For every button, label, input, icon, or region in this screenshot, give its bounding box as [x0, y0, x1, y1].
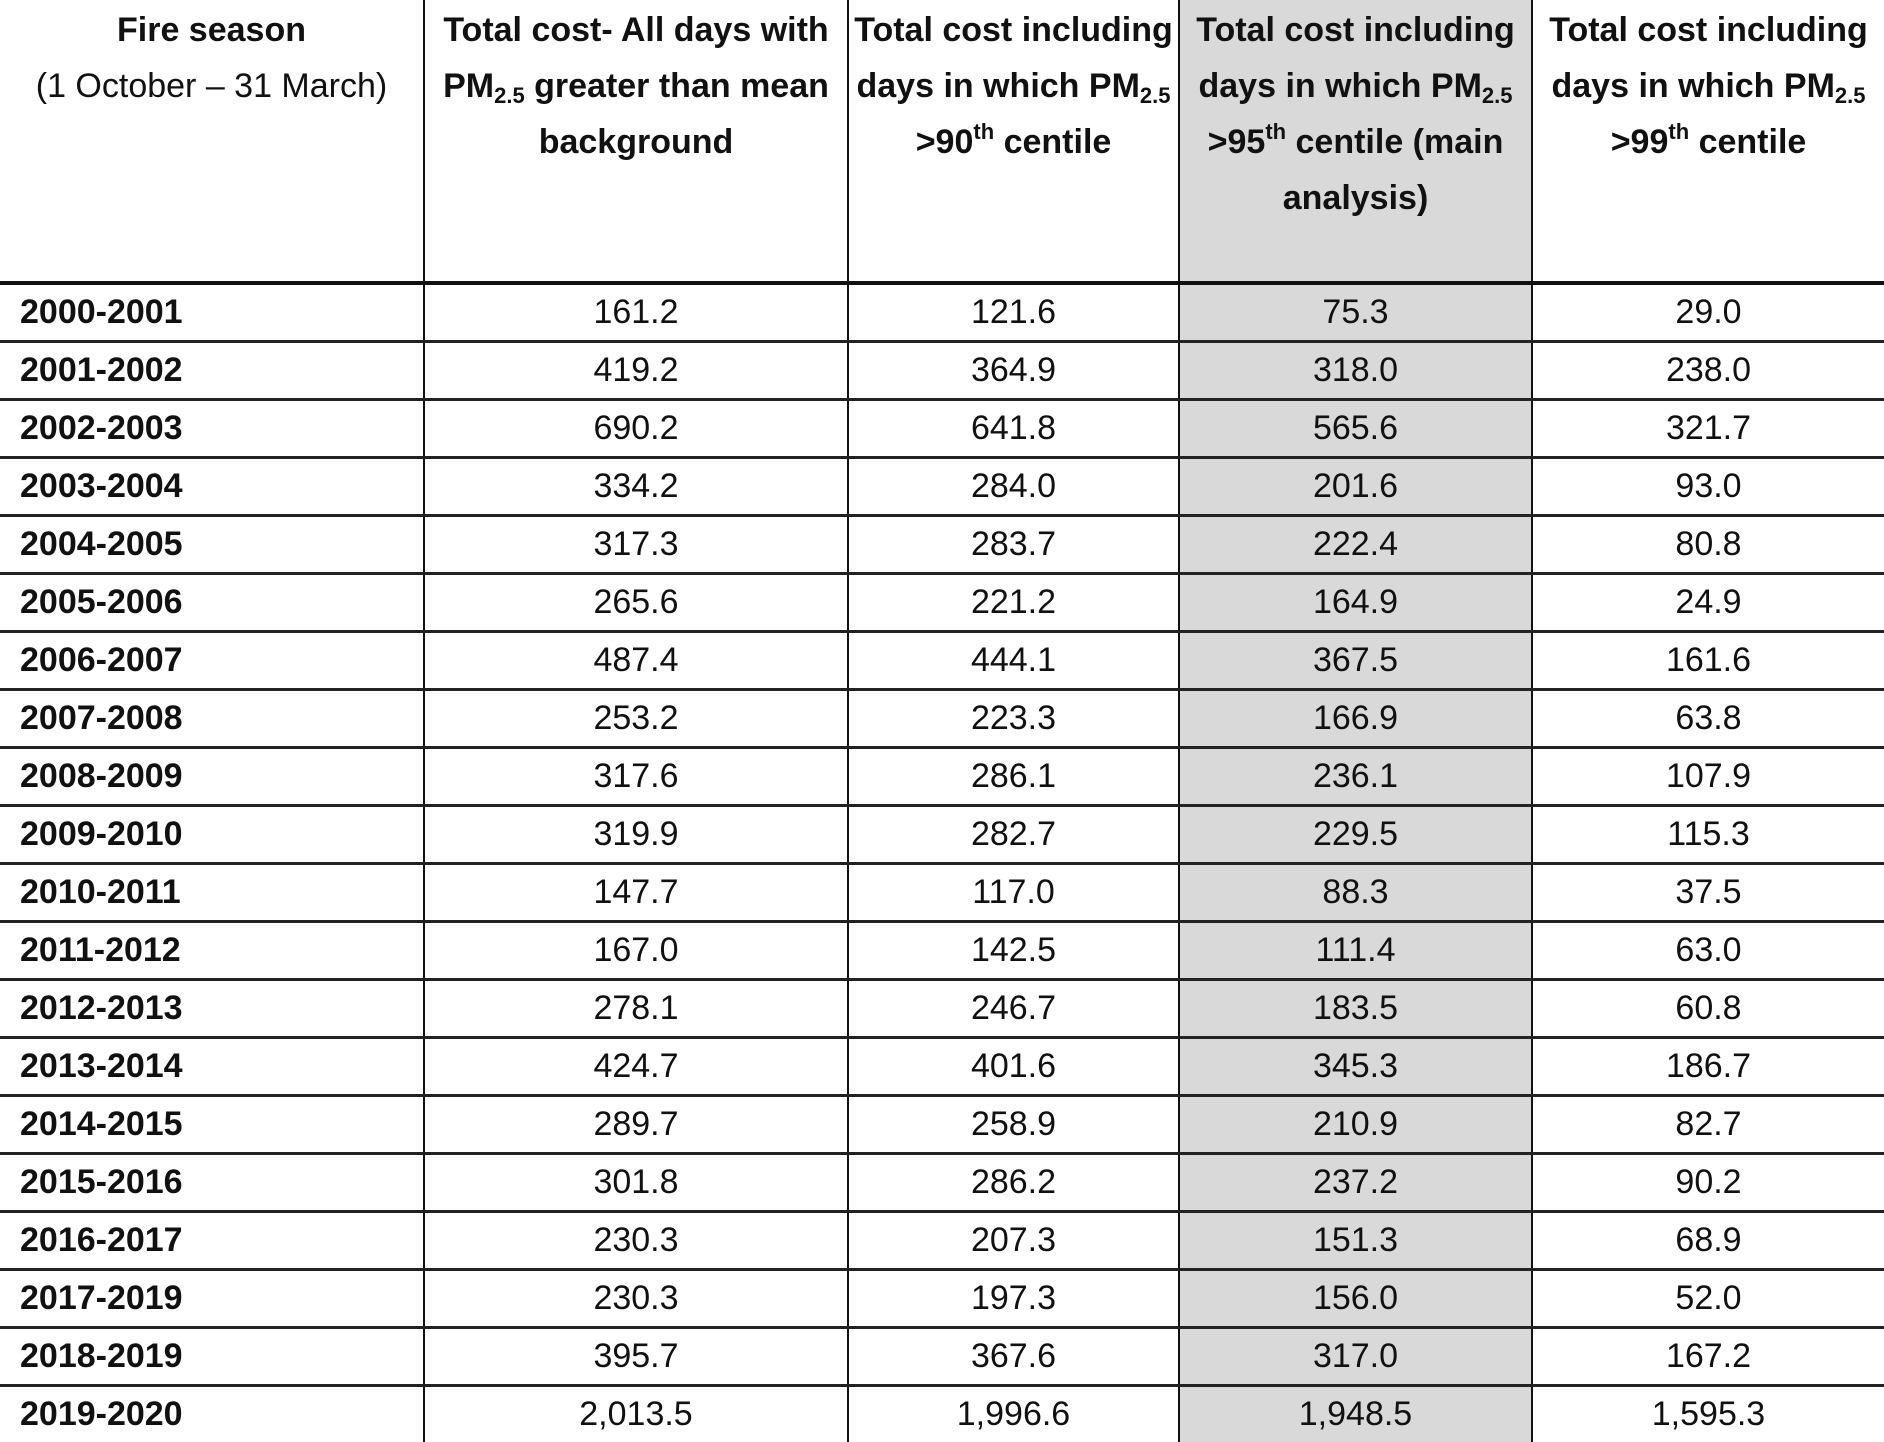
- fire-season-cell: 2018-2019: [0, 1328, 424, 1386]
- p90-cell: 142.5: [848, 922, 1179, 980]
- p90-cell: 197.3: [848, 1270, 1179, 1328]
- p99-cell: 161.6: [1532, 632, 1884, 690]
- p95-cell: 156.0: [1179, 1270, 1532, 1328]
- p95-cell: 151.3: [1179, 1212, 1532, 1270]
- all-days-cell: 265.6: [424, 574, 848, 632]
- p95-cell: 111.4: [1179, 922, 1532, 980]
- fire-season-cell: 2008-2009: [0, 748, 424, 806]
- p90-cell: 207.3: [848, 1212, 1179, 1270]
- p99-cell: 29.0: [1532, 283, 1884, 342]
- p90-cell: 286.2: [848, 1154, 1179, 1212]
- fire-season-cell: 2005-2006: [0, 574, 424, 632]
- p95-cell: 166.9: [1179, 690, 1532, 748]
- fire-season-cell: 2003-2004: [0, 458, 424, 516]
- p99-cell: 186.7: [1532, 1038, 1884, 1096]
- all-days-cell: 690.2: [424, 400, 848, 458]
- p95-cell: 1,948.5: [1179, 1386, 1532, 1442]
- table-row: [0, 806, 1884, 864]
- p99-cell: 321.7: [1532, 400, 1884, 458]
- p90-cell: 117.0: [848, 864, 1179, 922]
- fire-season-cell: 2013-2014: [0, 1038, 424, 1096]
- p95-cell: 88.3: [1179, 864, 1532, 922]
- fire-season-cell: 2015-2016: [0, 1154, 424, 1212]
- table-row: [0, 922, 1884, 980]
- table-row: [0, 1386, 1884, 1442]
- all-days-cell: 319.9: [424, 806, 848, 864]
- p90-cell: 1,996.6: [848, 1386, 1179, 1442]
- all-days-cell: 317.6: [424, 748, 848, 806]
- p99-cell: 63.0: [1532, 922, 1884, 980]
- p90-cell: 283.7: [848, 516, 1179, 574]
- p90-cell: 367.6: [848, 1328, 1179, 1386]
- header-row: [0, 0, 1884, 283]
- p99-cell: 63.8: [1532, 690, 1884, 748]
- p99-cell: 24.9: [1532, 574, 1884, 632]
- p99-cell: 238.0: [1532, 342, 1884, 400]
- all-days-cell: 253.2: [424, 690, 848, 748]
- p95-cell: 210.9: [1179, 1096, 1532, 1154]
- all-days-cell: 487.4: [424, 632, 848, 690]
- table-row: [0, 1038, 1884, 1096]
- p95-cell: 201.6: [1179, 458, 1532, 516]
- fire-season-cell: 2009-2010: [0, 806, 424, 864]
- table-row: [0, 748, 1884, 806]
- table-row: [0, 516, 1884, 574]
- table-row: [0, 864, 1884, 922]
- all-days-cell: 2,013.5: [424, 1386, 848, 1442]
- table-row: [0, 458, 1884, 516]
- p95-cell: 164.9: [1179, 574, 1532, 632]
- p99-cell: 167.2: [1532, 1328, 1884, 1386]
- fire-season-cell: 2010-2011: [0, 864, 424, 922]
- p95-cell: 236.1: [1179, 748, 1532, 806]
- header-99th-centile: Total cost including days in which $PM_{2.5} >99th$ centile: [1532, 0, 1884, 283]
- p99-cell: 93.0: [1532, 458, 1884, 516]
- p95-cell: 222.4: [1179, 516, 1532, 574]
- p99-cell: 68.9: [1532, 1212, 1884, 1270]
- table-row: [0, 1154, 1884, 1212]
- p95-cell: 565.6: [1179, 400, 1532, 458]
- table-row: [0, 690, 1884, 748]
- fire-season-cell: 2017-2019: [0, 1270, 424, 1328]
- p95-cell: 229.5: [1179, 806, 1532, 864]
- fire-season-cell: 2002-2003: [0, 400, 424, 458]
- p99-cell: 1,595.3: [1532, 1386, 1884, 1442]
- all-days-cell: 301.8: [424, 1154, 848, 1212]
- fire-season-cell: 2007-2008: [0, 690, 424, 748]
- all-days-cell: 419.2: [424, 342, 848, 400]
- p99-cell: 82.7: [1532, 1096, 1884, 1154]
- p90-cell: 282.7: [848, 806, 1179, 864]
- table-row: [0, 1328, 1884, 1386]
- p90-cell: 284.0: [848, 458, 1179, 516]
- fire-season-cell: 2016-2017: [0, 1212, 424, 1270]
- p99-cell: 115.3: [1532, 806, 1884, 864]
- p99-cell: 107.9: [1532, 748, 1884, 806]
- table-row: [0, 1270, 1884, 1328]
- header-fire-season: Fire season (1 October – 31 March): [0, 0, 424, 283]
- p95-cell: 367.5: [1179, 632, 1532, 690]
- fire-season-cell: 2014-2015: [0, 1096, 424, 1154]
- all-days-cell: 278.1: [424, 980, 848, 1038]
- fire-season-cell: 2004-2005: [0, 516, 424, 574]
- header-all-days: Total cost- All days with $PM_{2.5}$ greater than mean background: [424, 0, 848, 283]
- all-days-cell: 289.7: [424, 1096, 848, 1154]
- all-days-cell: 230.3: [424, 1270, 848, 1328]
- fire-season-cell: 2011-2012: [0, 922, 424, 980]
- p90-cell: 246.7: [848, 980, 1179, 1038]
- fire-season-cell: 2012-2013: [0, 980, 424, 1038]
- all-days-cell: 317.3: [424, 516, 848, 574]
- table-row: [0, 342, 1884, 400]
- table-row: [0, 632, 1884, 690]
- p90-cell: 641.8: [848, 400, 1179, 458]
- all-days-cell: 334.2: [424, 458, 848, 516]
- p90-cell: 223.3: [848, 690, 1179, 748]
- p99-cell: 80.8: [1532, 516, 1884, 574]
- p99-cell: 37.5: [1532, 864, 1884, 922]
- table-row: [0, 400, 1884, 458]
- fire-season-cell: 2006-2007: [0, 632, 424, 690]
- all-days-cell: 395.7: [424, 1328, 848, 1386]
- p90-cell: 444.1: [848, 632, 1179, 690]
- fire-season-cell: 2019-2020: [0, 1386, 424, 1442]
- p90-cell: 258.9: [848, 1096, 1179, 1154]
- p90-cell: 286.1: [848, 748, 1179, 806]
- p90-cell: 401.6: [848, 1038, 1179, 1096]
- fire-season-cell: 2001-2002: [0, 342, 424, 400]
- p95-cell: 317.0: [1179, 1328, 1532, 1386]
- p95-cell: 318.0: [1179, 342, 1532, 400]
- all-days-cell: 161.2: [424, 283, 848, 342]
- table-row: [0, 980, 1884, 1038]
- table-row: [0, 1212, 1884, 1270]
- header-95th-centile: Total cost including days in which $PM_{2.5} >95th$ centile (main analysis): [1179, 0, 1532, 283]
- p99-cell: 90.2: [1532, 1154, 1884, 1212]
- fire-season-cell: 2000-2001: [0, 283, 424, 342]
- header-90th-centile: Total cost including days in which $PM_{2.5} >90th$ centile: [848, 0, 1179, 283]
- p90-cell: 121.6: [848, 283, 1179, 342]
- table-row: [0, 283, 1884, 342]
- p95-cell: 183.5: [1179, 980, 1532, 1038]
- table-row: [0, 1096, 1884, 1154]
- p95-cell: 345.3: [1179, 1038, 1532, 1096]
- p99-cell: 52.0: [1532, 1270, 1884, 1328]
- p90-cell: 221.2: [848, 574, 1179, 632]
- all-days-cell: 424.7: [424, 1038, 848, 1096]
- all-days-cell: 147.7: [424, 864, 848, 922]
- p90-cell: 364.9: [848, 342, 1179, 400]
- all-days-cell: 167.0: [424, 922, 848, 980]
- table-row: [0, 574, 1884, 632]
- p95-cell: 237.2: [1179, 1154, 1532, 1212]
- all-days-cell: 230.3: [424, 1212, 848, 1270]
- p95-cell: 75.3: [1179, 283, 1532, 342]
- p99-cell: 60.8: [1532, 980, 1884, 1038]
